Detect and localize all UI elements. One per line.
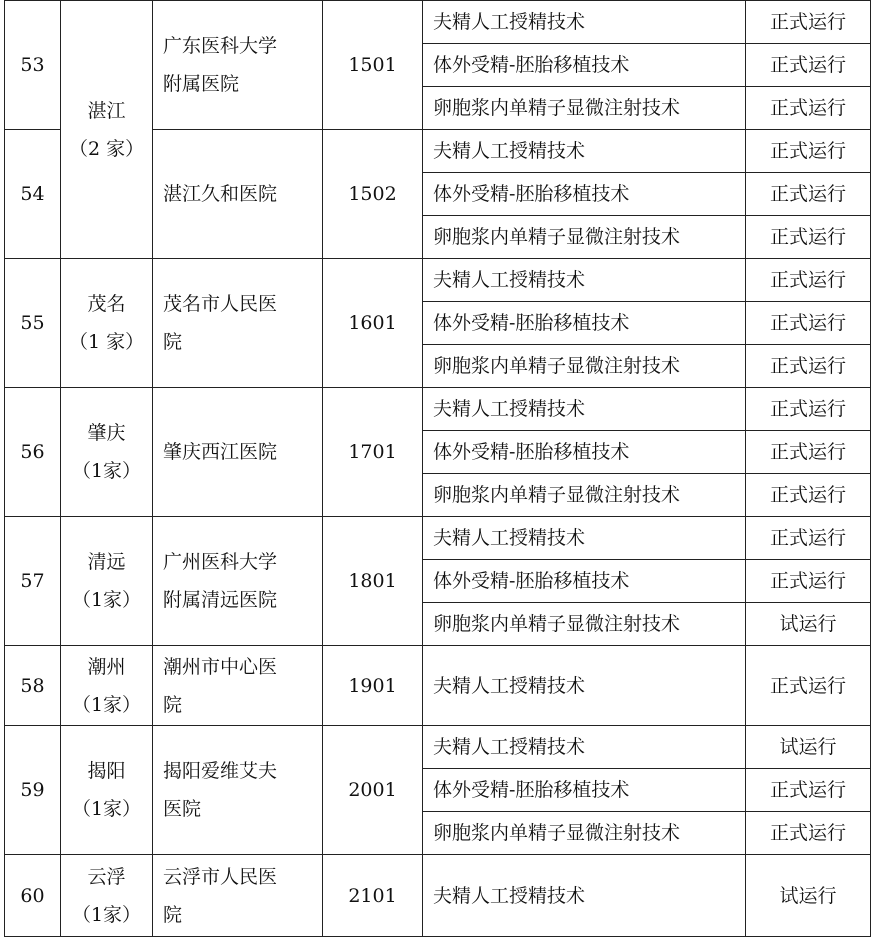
city-cell [61,646,153,726]
hospital-name-line: 茂名市人民医 [163,293,278,315]
city-name: 湛江 [87,99,126,122]
table-row [5,388,871,431]
city-name: 茂名 [87,293,126,315]
institution-code: 1701 [323,388,423,517]
hospital-name-line: 医院 [163,798,202,820]
operation-status: 正式运行 [746,812,871,855]
city-count: （1家） [71,693,142,716]
institution-code: 1502 [323,130,423,259]
hospital-name-line: 院 [163,693,183,716]
row-number: 59 [5,726,61,855]
city-cell [61,517,153,646]
hospital-name [153,130,323,259]
table-row [5,1,871,44]
row-number: 56 [5,388,61,517]
row-number: 57 [5,517,61,646]
hospital-name-line: 揭阳爱维艾夫 [163,760,278,782]
technology-name: 体外受精-胚胎移植技术 [423,302,746,345]
table-row [5,259,871,302]
operation-status: 试运行 [746,603,871,646]
technology-name: 体外受精-胚胎移植技术 [423,769,746,812]
hospital-name-line: 广东医科大学 [163,35,278,57]
technology-name: 体外受精-胚胎移植技术 [423,173,746,216]
technology-name: 卵胞浆内单精子显微注射技术 [423,603,746,646]
city-name: 清远 [87,551,126,573]
institution-code: 1801 [323,517,423,646]
institution-code: 1501 [323,1,423,130]
institution-code: 1601 [323,259,423,388]
technology-name: 卵胞浆内单精子显微注射技术 [423,812,746,855]
hospital-name [153,259,323,388]
city-cell [61,855,153,937]
city-cell [61,259,153,388]
row-number: 54 [5,130,61,259]
table-row [5,517,871,560]
hospital-name-line: 肇庆西江医院 [163,441,278,463]
city-count: （1家） [71,903,142,926]
operation-status: 正式运行 [746,474,871,517]
table-row [5,646,871,726]
table-row [5,855,871,937]
operation-status: 试运行 [746,855,871,937]
hospital-name-line: 广州医科大学 [163,551,278,573]
operation-status: 正式运行 [746,44,871,87]
technology-name: 夫精人工授精技术 [423,726,746,769]
city-count: （1家） [71,460,142,482]
institution-code: 2001 [323,726,423,855]
city-name: 肇庆 [87,422,126,444]
operation-status: 试运行 [746,726,871,769]
table-row [5,726,871,769]
city-name: 云浮 [87,865,126,888]
hospital-name [153,646,323,726]
city-cell [61,726,153,855]
row-number: 60 [5,855,61,937]
technology-name: 夫精人工授精技术 [423,1,746,44]
city-cell [61,1,153,259]
technology-name: 卵胞浆内单精子显微注射技术 [423,345,746,388]
hospital-name [153,388,323,517]
city-count: （1 家） [69,331,145,353]
table-body [5,1,871,937]
technology-name: 体外受精-胚胎移植技术 [423,44,746,87]
technology-name: 卵胞浆内单精子显微注射技术 [423,216,746,259]
operation-status: 正式运行 [746,646,871,726]
city-cell [61,388,153,517]
hospital-name [153,1,323,130]
operation-status: 正式运行 [746,216,871,259]
technology-name: 体外受精-胚胎移植技术 [423,431,746,474]
row-number: 58 [5,646,61,726]
technology-name: 夫精人工授精技术 [423,388,746,431]
operation-status: 正式运行 [746,560,871,603]
operation-status: 正式运行 [746,1,871,44]
operation-status: 正式运行 [746,388,871,431]
hospital-name-line: 潮州市中心医 [163,655,278,678]
operation-status: 正式运行 [746,769,871,812]
operation-status: 正式运行 [746,259,871,302]
technology-name: 卵胞浆内单精子显微注射技术 [423,474,746,517]
operation-status: 正式运行 [746,517,871,560]
row-number: 55 [5,259,61,388]
hospital-name [153,517,323,646]
hospital-name [153,855,323,937]
city-count: （1家） [71,798,142,820]
technology-name: 夫精人工授精技术 [423,259,746,302]
operation-status: 正式运行 [746,173,871,216]
city-name: 潮州 [87,655,126,678]
institution-code: 2101 [323,855,423,937]
hospital-name-line: 附属医院 [163,73,240,95]
operation-status: 正式运行 [746,431,871,474]
technology-name: 夫精人工授精技术 [423,130,746,173]
row-number: 53 [5,1,61,130]
technology-name: 夫精人工授精技术 [423,855,746,937]
hospital-name-line: 湛江久和医院 [163,183,278,205]
hospital-name-line: 附属清远医院 [163,589,278,611]
technology-name: 夫精人工授精技术 [423,646,746,726]
city-name: 揭阳 [87,760,126,782]
operation-status: 正式运行 [746,130,871,173]
operation-status: 正式运行 [746,87,871,130]
hospital-name [153,726,323,855]
city-count: （2 家） [69,137,145,160]
technology-name: 体外受精-胚胎移植技术 [423,560,746,603]
hospital-table [4,0,871,937]
institution-code: 1901 [323,646,423,726]
city-count: （1家） [71,589,142,611]
hospital-name-line: 云浮市人民医 [163,865,278,888]
operation-status: 正式运行 [746,302,871,345]
hospital-name-line: 院 [163,331,183,353]
technology-name: 卵胞浆内单精子显微注射技术 [423,87,746,130]
operation-status: 正式运行 [746,345,871,388]
technology-name: 夫精人工授精技术 [423,517,746,560]
hospital-name-line: 院 [163,903,183,926]
